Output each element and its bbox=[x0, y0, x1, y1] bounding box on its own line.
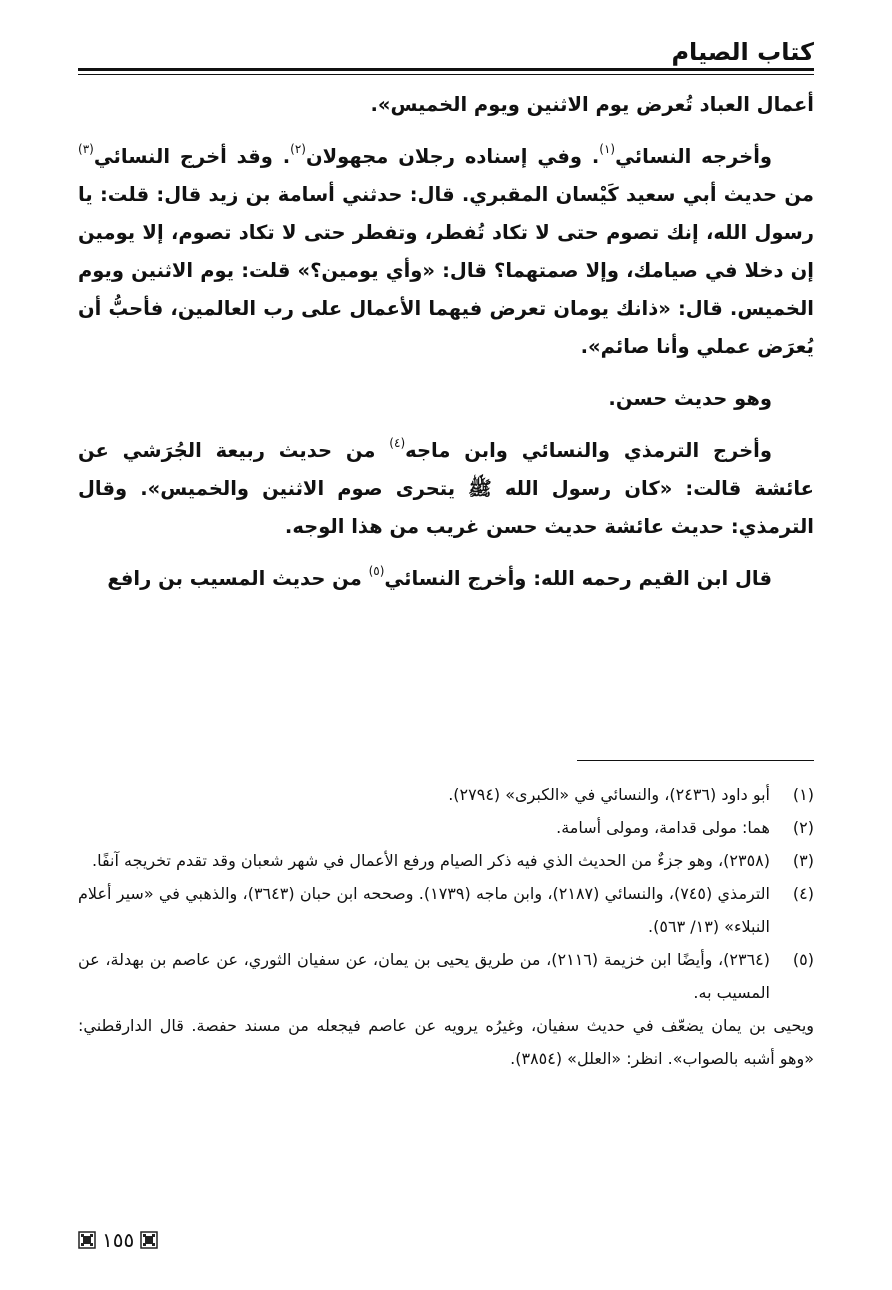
footnote-2-text: هما: مولى قدامة، ومولى أسامة. bbox=[556, 818, 770, 837]
paragraph-3 bbox=[78, 380, 814, 418]
header-rule-thin bbox=[78, 74, 814, 75]
footnote-ref-5[interactable]: (٥) bbox=[368, 564, 385, 578]
ibn-alqayyim-lead: قال ابن القيم رحمه الله: bbox=[533, 567, 772, 590]
paragraph-5-text-a: وأخرج النسائي bbox=[384, 567, 534, 590]
footnote-4-text: الترمذي (٧٤٥)، والنسائي (٢١٨٧)، وابن ماجه (١٧٣٩). وصححه ابن حبان (٣٦٤٣)، والذهبي في «سير أعلام النبلاء» (١٣/ ٥٦٣). bbox=[78, 884, 770, 936]
footnote-5-continuation: ويحيى بن يمان يضعّف في حديث سفيان، وغيرُه يرويه عن عاصم فيجعله من مسند حفصة. قال الدارقطني: «وهو أشبه بالصواب». انظر: «العلل» (٣٨٥٤). bbox=[78, 1016, 814, 1068]
paragraph-1-text: أعمال العباد تُعرض يوم الاثنين ويوم الخميس». bbox=[370, 93, 814, 116]
paragraph-4 bbox=[78, 432, 814, 546]
ornament-right-icon bbox=[140, 1231, 158, 1249]
paragraph-5 bbox=[78, 560, 814, 598]
footnote-separator bbox=[577, 760, 814, 761]
paragraph-2-text-c: . وقد أخرج النسائي bbox=[93, 145, 291, 168]
header-rule-thick bbox=[78, 68, 814, 71]
paragraph-3-text: وهو حديث حسن. bbox=[608, 387, 772, 410]
footnote-2 bbox=[78, 811, 814, 844]
footnote-5-text: (٢٣٦٤)، وأيضًا ابن خزيمة (٢١١٦)، من طريق يحيى بن يمان، عن سفيان الثوري، عن عاصم بن بهدلة، عن المسيب به. bbox=[78, 950, 771, 1002]
page-number-block bbox=[78, 1228, 158, 1252]
footnote-5-number: (٥) bbox=[792, 950, 814, 969]
page-number: ١٥٥ bbox=[102, 1228, 135, 1252]
footnote-ref-2[interactable]: (٢) bbox=[290, 142, 306, 156]
footnote-ref-4[interactable]: (٤) bbox=[389, 436, 406, 450]
footnote-3-text: (٢٣٥٨)، وهو جزءٌ من الحديث الذي فيه ذكر الصيام ورفع الأعمال في شهر شعبان وقد تقدم تخريجه آنفًا. bbox=[92, 851, 770, 870]
paragraph-2-text-d: من حديث أبي سعيد كَيْسان المقبري. قال: حدثني أسامة بن زيد قال: قلت: يا رسول الله، إنك تصوم حتى لا تكاد تُفطر، وتفطر حتى لا تكاد تصوم، إلا يومين إن دخلا في صيامك، وإلا صمتهما؟ قال: «وأي يومين؟» قلت: يوم الاثنين ويوم الخميس. قال: «ذانك يومان تعرض فيهما الأعمال على رب العالمين، فأحبُّ أن يُعرَض عملي وأنا صائم». bbox=[78, 183, 814, 358]
paragraph-2-text-b: . وفي إسناده رجلان مجهولان bbox=[305, 145, 600, 168]
footnote-ref-3[interactable]: (٣) bbox=[78, 142, 94, 156]
footnotes bbox=[78, 778, 814, 1075]
footnote-4-number: (٤) bbox=[792, 884, 814, 903]
ornament-left-icon bbox=[78, 1231, 96, 1249]
footnote-1 bbox=[78, 778, 814, 811]
paragraph-2 bbox=[78, 138, 814, 366]
paragraph-5-text-b: من حديث المسيب بن رافع bbox=[107, 567, 369, 590]
footnote-1-text: أبو داود (٢٤٣٦)، والنسائي في «الكبرى» (٢٧٩٤). bbox=[448, 785, 770, 804]
footnote-5 bbox=[78, 943, 814, 1009]
paragraph-2-text-a: وأخرجه النسائي bbox=[615, 145, 773, 168]
footnote-1-number: (١) bbox=[792, 785, 814, 804]
footnote-3-number: (٣) bbox=[792, 851, 814, 870]
running-header-title: كتاب الصيام bbox=[671, 38, 814, 66]
footnote-2-number: (٢) bbox=[792, 818, 814, 837]
main-text bbox=[78, 86, 814, 598]
paragraph-4-text-a: وأخرج الترمذي والنسائي وابن ماجه bbox=[405, 439, 772, 462]
paragraph-4-text-b: من حديث ربيعة الجُرَشي عن عائشة قالت: «كان رسول الله ﷺ يتحرى صوم الاثنين والخميس». وقال الترمذي: حديث عائشة حديث حسن غريب من هذا الوجه. bbox=[78, 439, 814, 538]
paragraph-1 bbox=[78, 86, 814, 124]
footnote-ref-1[interactable]: (١) bbox=[599, 142, 616, 156]
footnote-3 bbox=[78, 844, 814, 877]
footnote-4 bbox=[78, 877, 814, 943]
